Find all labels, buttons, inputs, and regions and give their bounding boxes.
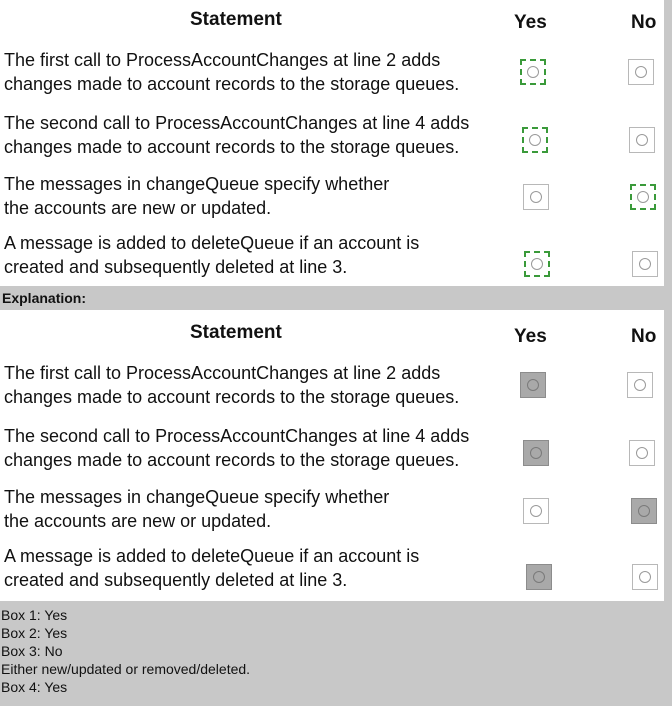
statement-header: Statement (190, 322, 282, 343)
yes-header: Yes (514, 12, 547, 33)
radio-circle-icon (530, 191, 542, 203)
radio-circle-icon (636, 134, 648, 146)
answer-box-4-yes (526, 564, 552, 590)
radio-circle-icon (635, 66, 647, 78)
answer-box-4-no (632, 564, 658, 590)
answer-box-3-no (631, 498, 657, 524)
note-line: Box 3: No (1, 643, 63, 659)
statement-1: The first call to ProcessAccountChanges at line 2 adds changes made to account records to the storage queues. (4, 50, 460, 94)
question-table (0, 0, 664, 286)
statement-2: The second call to ProcessAccountChanges at line 4 adds changes made to account records to the storage queues. (4, 426, 470, 470)
radio-circle-icon (533, 571, 545, 583)
radio-circle-icon (639, 258, 651, 270)
explanation-notes (1, 606, 250, 696)
note-line: Box 1: Yes (1, 607, 68, 623)
radio-circle-icon (638, 505, 650, 517)
answer-box-2-no (629, 440, 655, 466)
answer-box-3-yes[interactable] (523, 184, 549, 210)
answer-box-2-yes (523, 440, 549, 466)
answer-box-1-no[interactable] (628, 59, 654, 85)
no-header: No (631, 12, 657, 33)
answer-box-1-yes[interactable] (520, 59, 546, 85)
statement-1: The first call to ProcessAccountChanges at line 2 adds changes made to account records to the storage queues. (4, 363, 460, 407)
explanation-label: Explanation: (2, 290, 87, 306)
statement-4: A message is added to deleteQueue if an account is created and subsequently deleted at line 3. (4, 233, 420, 277)
statement-2: The second call to ProcessAccountChanges at line 4 adds changes made to account records to the storage queues. (4, 113, 470, 157)
statement-3: The messages in changeQueue specify whether the accounts are new or updated. (4, 487, 390, 531)
radio-circle-icon (531, 258, 543, 270)
radio-circle-icon (634, 379, 646, 391)
radio-circle-icon (530, 447, 542, 459)
yes-header: Yes (514, 326, 547, 347)
answer-box-2-yes[interactable] (522, 127, 548, 153)
note-line: Box 4: Yes (1, 679, 68, 695)
answer-box-3-no[interactable] (630, 184, 656, 210)
note-line: Either new/updated or removed/deleted. (1, 661, 251, 677)
radio-circle-icon (530, 505, 542, 517)
radio-circle-icon (637, 191, 649, 203)
radio-circle-icon (639, 571, 651, 583)
answer-box-2-no[interactable] (629, 127, 655, 153)
radio-circle-icon (527, 66, 539, 78)
no-header: No (631, 326, 657, 347)
statement-4: A message is added to deleteQueue if an account is created and subsequently deleted at line 3. (4, 546, 420, 590)
answer-box-4-yes[interactable] (524, 251, 550, 277)
answer-box-1-yes (520, 372, 546, 398)
radio-circle-icon (636, 447, 648, 459)
note-line: Box 2: Yes (1, 625, 68, 641)
radio-circle-icon (527, 379, 539, 391)
statement-header: Statement (190, 9, 282, 30)
answer-box-1-no (627, 372, 653, 398)
answer-table (0, 310, 664, 601)
radio-circle-icon (529, 134, 541, 146)
statement-3: The messages in changeQueue specify whether the accounts are new or updated. (4, 174, 390, 218)
answer-box-3-yes (523, 498, 549, 524)
answer-box-4-no[interactable] (632, 251, 658, 277)
